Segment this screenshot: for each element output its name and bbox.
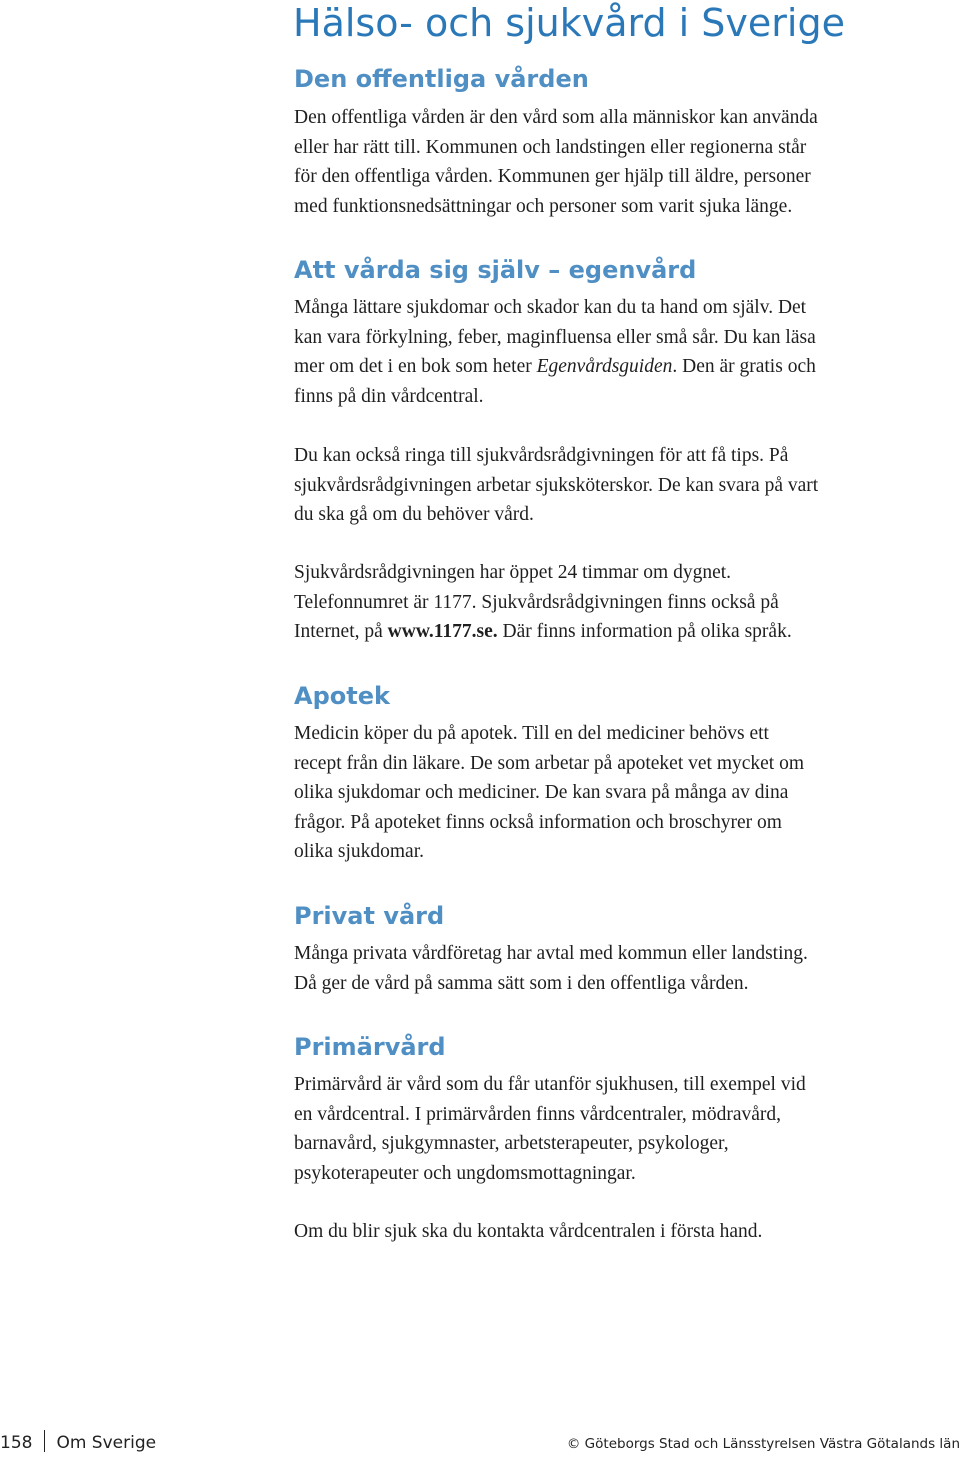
text-line: för den offentliga vården. Kommunen ger hjälp till äldre, personer — [294, 166, 811, 187]
text-line: Telefonnumret är 1177. Sjukvårdsrådgivningen finns också på — [294, 591, 779, 613]
page-title: Hälso- och sjukvård i Sverige — [293, 1, 845, 45]
text-line — [294, 617, 792, 647]
section-heading-egenvard: Att vårda sig själv – egenvård — [294, 256, 697, 284]
text-line: barnavård, sjukgymnaster, arbetsterapeuter, psykologer, — [294, 1133, 729, 1154]
text-line: recept från din läkare. De som arbetar på apoteket vet mycket om — [294, 752, 805, 774]
text-segment: Där finns information på olika språk. — [497, 621, 792, 642]
section-heading-privat-vard: Privat vård — [294, 902, 445, 930]
text-line: Då ger de vård på samma sätt som i den offentliga vården. — [294, 972, 749, 994]
text-line: med funktionsnedsättningar och personer som varit sjuka länge. — [294, 195, 793, 217]
text-line: eller har rätt till. Kommunen och landstingen eller regionerna står — [294, 136, 807, 158]
text-line — [294, 352, 816, 382]
link-1177[interactable]: www.1177.se. — [387, 621, 498, 642]
text-line: psykoterapeuter och ungdomsmottagningar. — [294, 1162, 636, 1184]
book-title: Om Sverige — [56, 1433, 157, 1453]
book-title-egenvardsguiden: Egenvårdsguiden — [536, 356, 673, 377]
text-line: Du kan också ringa till sjukvårdsrådgivningen för att få tips. På — [294, 445, 789, 466]
text-line: en vårdcentral. I primärvården finns vårdcentraler, mödravård, — [294, 1103, 782, 1125]
text-line: frågor. På apoteket finns också information och broschyrer om — [294, 811, 782, 833]
paragraph-primarvard-2 — [294, 1217, 762, 1247]
text-line: Medicin köper du på apotek. Till en del mediciner behövs ett — [294, 723, 769, 744]
page-footer-left — [0, 1430, 156, 1455]
text-segment: . Den är gratis och — [672, 356, 816, 377]
paragraph-apotek — [294, 719, 804, 867]
page-number: 158 — [0, 1433, 33, 1453]
text-line: Många privata vårdföretag har avtal med kommun eller landsting. — [294, 943, 808, 964]
text-line: Många lättare sjukdomar och skador kan du ta hand om själv. Det — [294, 297, 807, 318]
text-line: sjukvårdsrådgivningen arbetar sjuksköterskor. De kan svara på vart — [294, 474, 819, 496]
section-heading-primarvard: Primärvård — [294, 1033, 446, 1061]
text-line: Den offentliga vården är den vård som alla människor kan använda — [294, 107, 818, 128]
text-line: finns på din vårdcentral. — [294, 385, 484, 407]
text-segment: mer om det i en bok som heter — [294, 356, 537, 377]
text-line: kan vara förkylning, feber, maginfluensa eller små sår. Du kan läsa — [294, 326, 816, 348]
paragraph-egenvard-3 — [294, 558, 792, 647]
copyright-notice: © Göteborgs Stad och Länsstyrelsen Västra Götalands län — [566, 1436, 960, 1452]
paragraph-egenvard-1 — [294, 293, 816, 411]
text-line: olika sjukdomar och mediciner. De kan svara på många av dina — [294, 782, 789, 803]
text-line: Sjukvårdsrådgivningen har öppet 24 timmar om dygnet. — [294, 562, 732, 583]
text-segment: Internet, på — [294, 621, 388, 642]
footer-divider — [44, 1430, 45, 1452]
text-line: olika sjukdomar. — [294, 841, 424, 862]
text-line: Primärvård är vård som du får utanför sjukhusen, till exempel vid — [294, 1074, 806, 1095]
paragraph-offentliga-varden — [294, 103, 818, 221]
section-heading-offentliga-varden: Den offentliga vården — [294, 65, 589, 93]
text-line: Om du blir sjuk ska du kontakta vårdcentralen i första hand. — [294, 1221, 763, 1242]
section-heading-apotek: Apotek — [294, 682, 390, 710]
paragraph-primarvard-1 — [294, 1070, 806, 1188]
paragraph-egenvard-2 — [294, 441, 818, 530]
text-line: du ska gå om du behöver vård. — [294, 504, 534, 525]
paragraph-privat-vard — [294, 939, 808, 998]
